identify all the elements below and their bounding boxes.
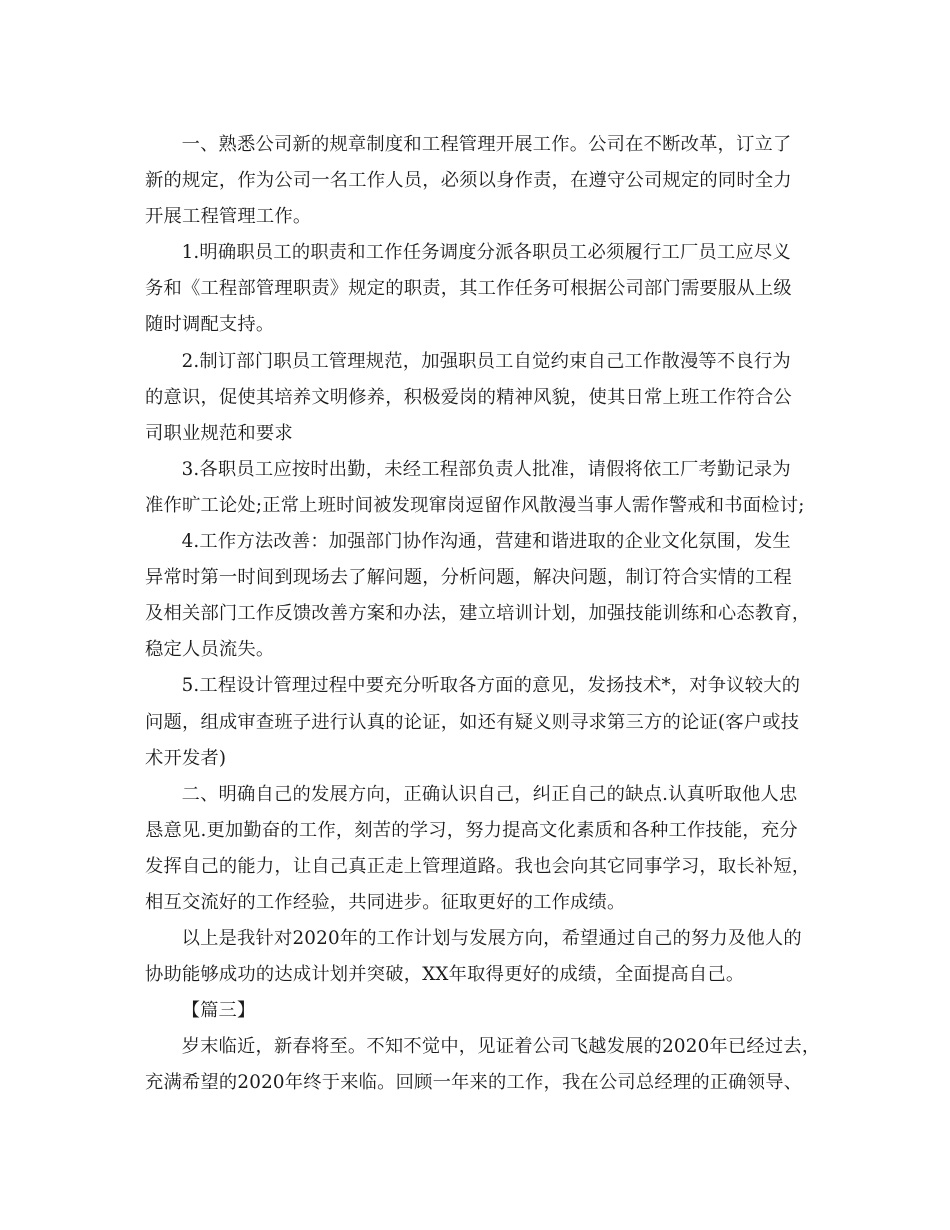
- paragraph-section-one: [145, 127, 815, 235]
- text-line: 二、明确自己的发展方向，正确认识自己，纠正自己的缺点.认真听取他人忠: [181, 783, 798, 805]
- text-line: 新的规定，作为公司一名工作人员，必须以身作责，在遵守公司规定的同时全力: [145, 170, 792, 192]
- text-line: 以上是我针对2020年的工作计划与发展方向，希望通过自己的努力及他人的: [181, 928, 802, 950]
- text-line: 恳意见.更加勤奋的工作，刻苦的学习，努力提高文化素质和各种工作技能，充分: [145, 819, 798, 841]
- paragraph-item-2: [145, 344, 815, 452]
- document-body: [145, 127, 821, 1102]
- paragraph-part-three-intro: [145, 1029, 821, 1101]
- paragraph-item-5: [145, 668, 815, 776]
- text-line: 3.各职员工应按时出勤，未经工程部负责人批准，请假将依工厂考勤记录为: [181, 458, 791, 480]
- text-line: 准作旷工论处;正常上班时间被发现窜岗逗留作风散漫当事人需作警戒和书面检讨;: [145, 494, 805, 516]
- text-line: 开展工程管理工作。: [145, 206, 312, 228]
- text-line: 司职业规范和要求: [145, 422, 293, 444]
- text-line: 术开发者): [145, 747, 227, 769]
- text-line: 发挥自己的能力，让自己真正走上管理道路。我也会向其它同事学习，取长补短，: [145, 855, 811, 877]
- text-line: 4.工作方法改善：加强部门协作沟通，营建和谐进取的企业文化氛围，发生: [181, 531, 791, 553]
- text-line: 1.明确职员工的职责和工作任务调度分派各职员工必须履行工厂员工应尽义: [181, 242, 791, 264]
- text-line: 及相关部门工作反馈改善方案和办法，建立培训计划，加强技能训练和心态教育，: [145, 603, 811, 625]
- text-line: 充满希望的2020年终于来临。回顾一年来的工作，我在公司总经理的正确领导、: [145, 1072, 803, 1094]
- section-heading-part-three: [145, 993, 815, 1029]
- text-line: 相互交流好的工作经验，共同进步。征取更好的工作成绩。: [145, 891, 626, 913]
- text-line: 的意识，促使其培养文明修养，积极爱岗的精神风貌，使其日常上班工作符合公: [145, 386, 792, 408]
- text-line: 5.工程设计管理过程中要充分听取各方面的意见，发扬技术*，对争议较大的: [181, 675, 801, 697]
- paragraph-summary: [145, 921, 815, 993]
- text-line: 协助能够成功的达成计划并突破，XX年取得更好的成绩，全面提高自己。: [145, 964, 745, 986]
- text-line: 随时调配支持。: [145, 314, 275, 336]
- text-line: 务和《工程部管理职责》规定的职责，其工作任务可根据公司部门需要服从上级: [145, 278, 792, 300]
- text-line: 岁末临近，新春将至。不知不觉中，见证着公司飞越发展的2020年已经过去，: [181, 1036, 821, 1058]
- text-line: 稳定人员流失。: [145, 639, 275, 661]
- paragraph-section-two: [145, 777, 815, 921]
- paragraph-item-4: [145, 524, 815, 668]
- text-line: 异常时第一时间到现场去了解问题，分析问题，解决问题，制订符合实情的工程: [145, 567, 792, 589]
- text-line: 问题，组成审查班子进行认真的论证，如还有疑义则寻求第三方的论证(客户或技: [145, 711, 800, 733]
- text-line: 一、熟悉公司新的规章制度和工程管理开展工作。公司在不断改革，订立了: [181, 134, 792, 155]
- paragraph-item-3: [145, 452, 815, 524]
- text-line: 2.制订部门职员工管理规范，加强职员工自觉约束自己工作散漫等不良行为: [181, 350, 791, 372]
- text-line: 【篇三】: [181, 1000, 256, 1022]
- paragraph-item-1: [145, 235, 815, 343]
